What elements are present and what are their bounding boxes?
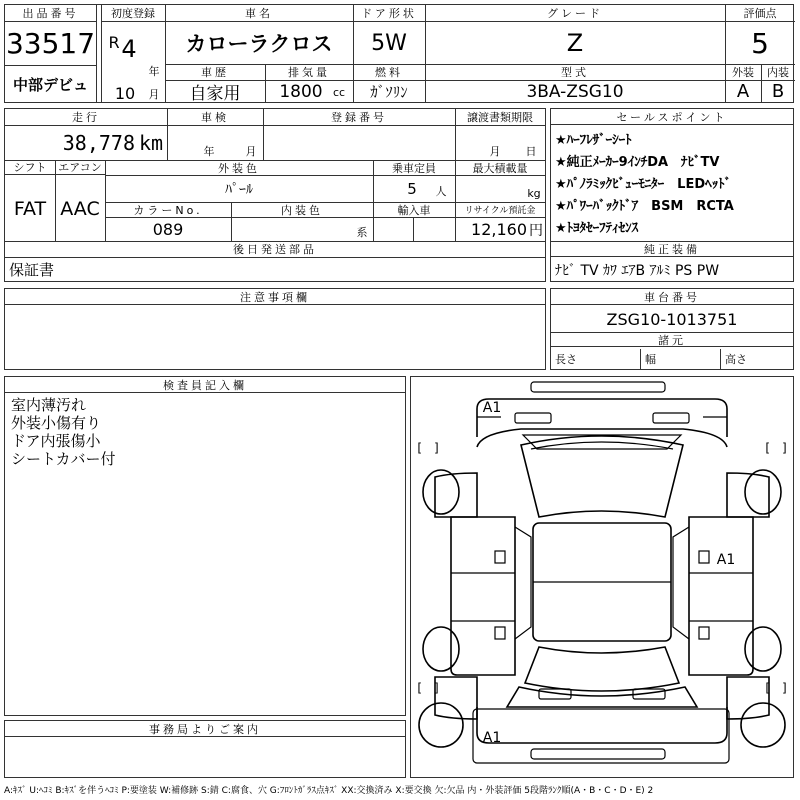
sales-point-item: ★ﾄﾖﾀｾｰﾌﾃｨｾﾝｽ [555,220,639,236]
bracket-mark: [ ] [765,680,787,695]
color-no-label: カラーNo. [133,203,203,217]
inspection-month-unit: 月 [245,145,257,158]
first-reg-year: 4 [121,35,137,63]
inspector-label: 検査員記入欄 [5,377,405,393]
sales-point-item: ★ﾊｰﾌﾚｻﾞｰｼｰﾄ [555,132,632,148]
lot-no: 33517 [5,27,96,60]
later-parts-label: 後日発送部品 [233,243,317,256]
grade-label: グレード [547,7,603,20]
length-label: 長さ [551,349,641,369]
reg-no-label: 登録番号 [331,111,387,124]
shift: FAT [13,197,47,220]
equipment-items: ﾅﾋﾞ TV ｶﾜ ｴｱB ｱﾙﾐ PS PW [555,262,720,279]
grade: Z [566,29,584,57]
int-color-unit: 系 [356,226,368,239]
dims-label: 諸元 [551,332,793,347]
month-unit: 月 [148,87,160,101]
mileage-label: 走行 [72,111,100,124]
door-label: ドア形状 [361,7,417,20]
capacity-label: 乗車定員 [392,161,436,175]
chassis-label: 車台番号 [551,289,793,305]
model-code: 3BA-ZSG10 [526,81,624,102]
office-label: 事務局よりご案内 [5,721,405,737]
door-type: 5W [371,30,407,56]
car-name-label: 車名 [245,7,273,20]
interior-score-label: 内装 [767,66,789,79]
color-no: 089 [152,220,184,239]
era: R [108,32,120,52]
recycle-amount: 12,160 [471,220,527,239]
interior-score: B [771,81,785,102]
import-label: 輸入車 [397,203,431,217]
inspection-year-unit: 年 [203,145,215,158]
width-label: 幅 [641,349,721,369]
sales-point-item: ★ﾊﾟﾉﾗﾐｯｸﾋﾞｭｰﾓﾆﾀｰ LEDﾍｯﾄﾞ [555,176,732,192]
first-reg-month: 10 [114,85,136,102]
mileage: 38,778 [62,131,135,155]
debut-text: 中部デビュ [12,75,88,94]
inspector-note: ドア内張傷小 [11,431,101,449]
bracket-mark: [ ] [765,440,787,455]
recycle-unit: 円 [529,222,543,239]
first-reg-label: 初度登録 [111,7,155,20]
transfer-day-unit: 日 [525,145,537,158]
inspector-note: 室内薄汚れ [11,395,87,413]
capacity: 5 [407,180,417,198]
inspector-section [4,376,406,716]
history: 自家用 [189,84,241,102]
bracket-mark: [ ] [417,680,439,695]
later-parts: 保証書 [9,261,55,279]
sales-points-section [550,108,794,282]
inspector-note: 外装小傷有り [11,413,102,431]
inspector-note: シートカバー付 [11,449,116,467]
notes-section [4,288,546,370]
sales-points-label: セールスポイント [551,109,793,125]
max-load-label: 最大積載量 [472,161,528,175]
ac: AAC [60,197,100,220]
model-label: 型式 [561,66,589,79]
car-diagram [410,376,794,778]
ext-color: ﾊﾟｰﾙ [225,182,253,198]
inspection-label: 車検 [201,111,229,124]
exterior-score: A [736,81,750,102]
damage-mark: A1 [482,400,502,416]
header-section [4,4,794,103]
footer-legend: A:ｷｽﾞ U:ﾍｺﾐ B:ｷｽﾞを伴うﾍｺﾐ P:要塗装 W:補修跡 S:錆 C:腐食、穴 G:ﾌﾛﾝﾄｶﾞﾗｽ点ｷｽﾞ XX:交換済み X:要交換 欠:欠品 内・外装評価 5段階ﾗﾝｸ順(A・B・C・D・E) 2 [4,785,654,796]
score: 5 [751,26,769,60]
shift-label: シフト [5,160,55,175]
office-section [4,720,406,778]
chassis-section [550,288,794,370]
sales-point-item: ★ﾊﾟﾜｰﾊﾞｯｸﾄﾞｱ BSM RCTA [555,198,734,214]
lot-no-label: 出品番号 [22,7,79,20]
history-label: 車歴 [201,66,229,79]
max-load-unit: kg [527,187,541,200]
displacement-label: 排気量 [288,66,330,79]
transfer-month-unit: 月 [489,145,501,158]
year-unit: 年 [148,65,160,78]
sales-point-item: ★純正ﾒｰｶｰ9ｲﾝﾁDA ﾅﾋﾞTV [555,154,720,170]
damage-mark: A1 [482,730,502,746]
capacity-unit: 人 [435,185,447,198]
fuel: ｶﾞｿﾘﾝ [370,83,408,101]
height-label: 高さ [725,353,747,366]
score-label: 評価点 [743,7,777,20]
mileage-unit: km [138,131,164,155]
specs-section [4,108,546,282]
displacement: 1800 [279,81,323,102]
transfer-label: 譲渡書類期限 [467,111,533,124]
car-body-diagram [411,377,793,777]
displacement-unit: cc [332,86,346,99]
equipment-label: 純正装備 [551,241,793,257]
car-name: カローラクロス [185,32,333,56]
exterior-score-label: 外装 [732,66,754,79]
recycle-label: リサイクル預託金 [464,206,536,216]
notes-label: 注意事項欄 [5,289,545,305]
ext-color-label: 外装色 [218,161,260,175]
int-color-label: 内装色 [281,203,323,217]
damage-mark: A1 [716,552,736,568]
bracket-mark: [ ] [417,440,439,455]
chassis-number: ZSG10-1013751 [606,309,738,329]
fuel-label: 燃料 [375,66,403,79]
ac-label: エアコン [55,160,105,175]
